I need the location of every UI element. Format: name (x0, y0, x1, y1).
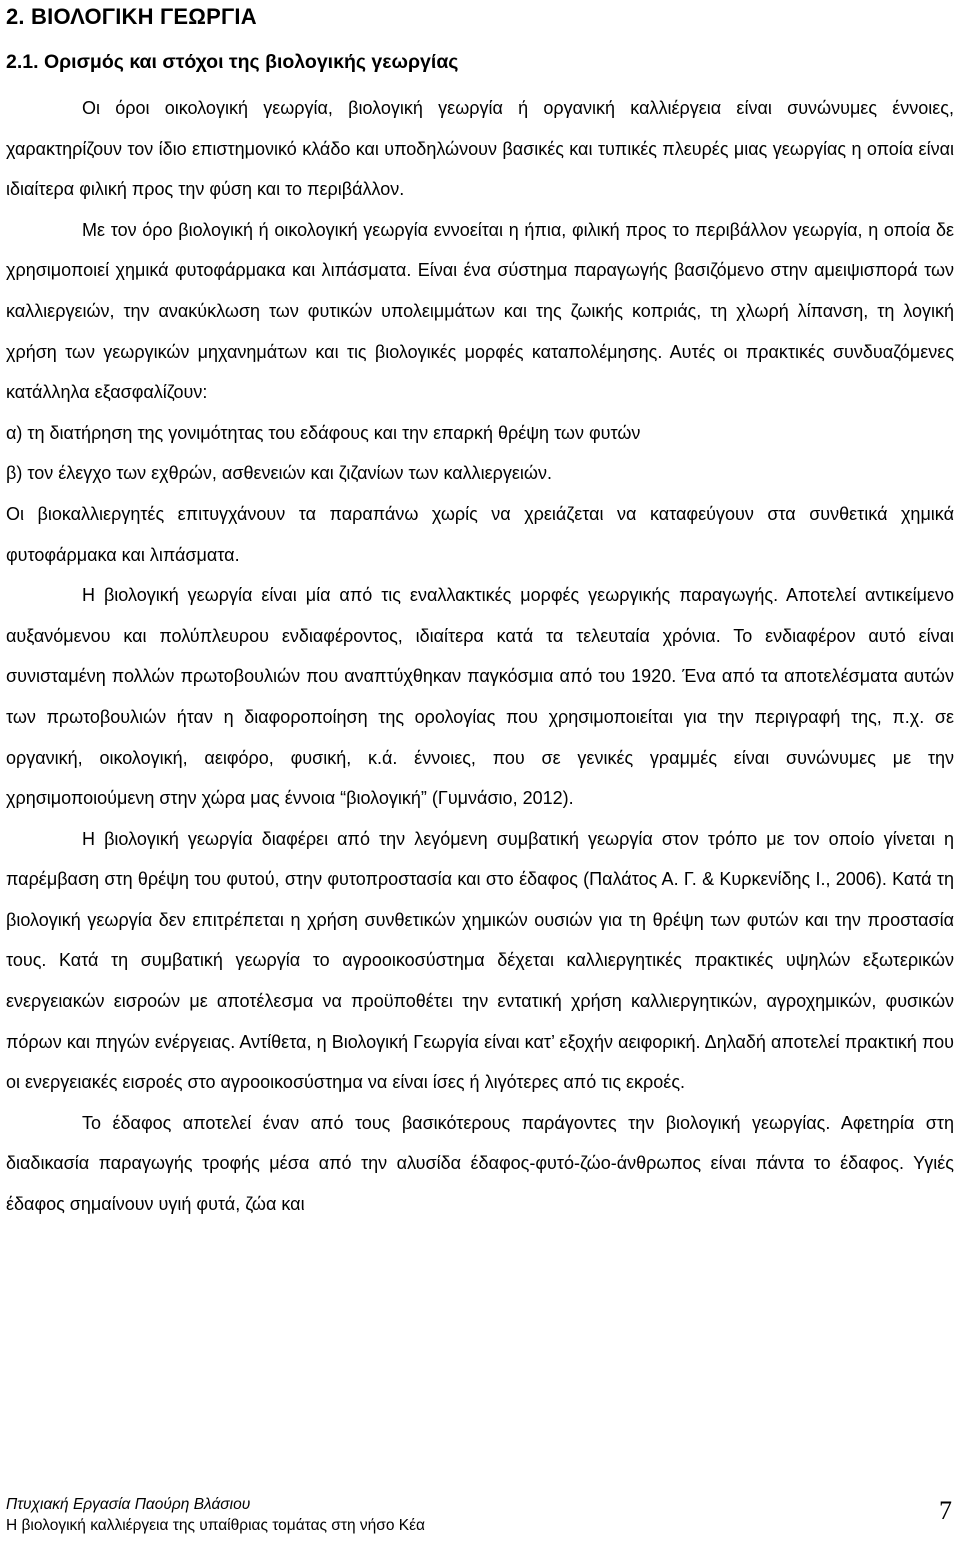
paragraph-definition: Οι όροι οικολογική γεωργία, βιολογική γεωργία ή οργανική καλλιέργεια είναι συνώνυμες έννοιες, χαρακτηρίζουν τον ίδιο επιστημονικό κλάδο και υποδηλώνουν βασικές και τυπικές πλευρές μιας γεωργίας η οποία είναι ιδιαίτερα φιλική προς την φύση και το περιβάλλον. (6, 98, 954, 200)
list-item-b: β) τον έλεγχο των εχθρών, ασθενειών και ζιζανίων των καλλιεργειών. (6, 463, 552, 484)
page-footer (6, 1494, 954, 1544)
paragraph-organic-farmers: Οι βιοκαλλιεργητές επιτυγχάνουν τα παραπάνω χωρίς να χρειάζεται να καταφεύγουν στα συνθετικά χημικά φυτοφάρμακα και λιπάσματα. (6, 503, 954, 565)
document-page (6, 0, 954, 1225)
chapter-title: 2. ΒΙΟΛΟΓΙΚΗ ΓΕΩΡΓΙΑ (6, 4, 257, 29)
paragraph-alternative-forms: Η βιολογική γεωργία είναι μία από τις εναλλακτικές μορφές γεωργικής παραγωγής. Αποτελεί αντικείμενο αυξανόμενου και πολύπλευρου ενδιαφέροντος, ιδιαίτερα κατά τα τελευταία χρόνια. Το ενδιαφέρον αυτό είναι συνισταμένη πολλών πρωτοβουλιών που αναπτύχθηκαν παγκόσμια από του 1920. Ένα από τα αποτελέσματα αυτών των πρωτοβουλιών ήταν η διαφοροποίηση της ορολογίας που χρησιμοποιείται για την περιγραφή της, π.χ. σε οργανική, οικολογική, αειφόρο, φυσική, κ.ά. έννοιες, που σε γενικές γραμμές είναι συνώνυμες με την χρησιμοποιούμενη στην χώρα μας έννοια “βιολογική” (Γυμνάσιο, 2012). (6, 585, 954, 809)
footer-thesis-author: Πτυχιακή Εργασία Παούρη Βλάσιου (6, 1496, 251, 1513)
footer-thesis-title: Η βιολογική καλλιέργεια της υπαίθριας τομάτας στη νήσο Κέα (6, 1517, 425, 1534)
body-text (6, 88, 954, 1225)
section-title: 2.1. Ορισμός και στόχοι της βιολογικής γεωργίας (6, 51, 459, 73)
paragraph-conventional-difference: Η βιολογική γεωργία διαφέρει από την λεγόμενη συμβατική γεωργία στον τρόπο με τον οποίο γίνεται η παρέμβαση στη θρέψη του φυτού, στην φυτοπροστασία και στο έδαφος (Παλάτος Α. Γ. & Κυρκενίδης Ι., 2006). Κατά τη βιολογική γεωργία δεν επιτρέπεται η χρήση συνθετικών χημικών ουσιών για τη θρέψη των φυτών και την προστασία τους. Κατά τη συμβατική γεωργία το αγροοικοσύστημα δέχεται καλλιεργητικές πρακτικές υψηλών εξωτερικών ενεργειακών εισροών με αποτέλεσμα να προϋποθέτει την εντατική χρήση καλλιεργητικών, αγροχημικών, φυσικών πόρων και πηγών ενέργειας. Αντίθετα, η Βιολογική Γεωργία είναι κατ’ εξοχήν αειφορική. Δηλαδή αποτελεί πρακτική που οι ενεργειακές εισροές στο αγροοικοσύστημα να είναι ίσες ή λιγότερες από τις εκροές. (6, 828, 954, 1093)
paragraph-soil: Το έδαφος αποτελεί έναν από τους βασικότερους παράγοντες την βιολογική γεωργίας. Αφετηρία στη διαδικασία παραγωγής τροφής μέσα από την αλυσίδα έδαφος-φυτό-ζώο-άνθρωπος είναι πάντα το έδαφος. Υγιές έδαφος σημαίνουν υγιή φυτά, ζώα και (6, 1112, 954, 1215)
page-number: 7 (939, 1496, 952, 1525)
list-item-a: α) τη διατήρηση της γονιμότητας του εδάφους και την επαρκή θρέψη των φυτών (6, 422, 641, 443)
paragraph-organic-meaning: Με τον όρο βιολογική ή οικολογική γεωργία εννοείται η ήπια, φιλική προς το περιβάλλον γεωργία, η οποία δε χρησιμοποιεί χημικά φυτοφάρμακα και λιπάσματα. Είναι ένα σύστημα παραγωγής βασιζόμενο στην αμειψισπορά των καλλιεργειών, την ανακύκλωση των φυτικών υπολειμμάτων και της ζωικής κοπριάς, τη χλωρή λίπανση, τη λογική χρήση των γεωργικών μηχανημάτων και τις βιολογικές μορφές καταπολέμησης. Αυτές οι πρακτικές συνδυαζόμενες κατάλληλα εξασφαλίζουν: (6, 219, 954, 403)
